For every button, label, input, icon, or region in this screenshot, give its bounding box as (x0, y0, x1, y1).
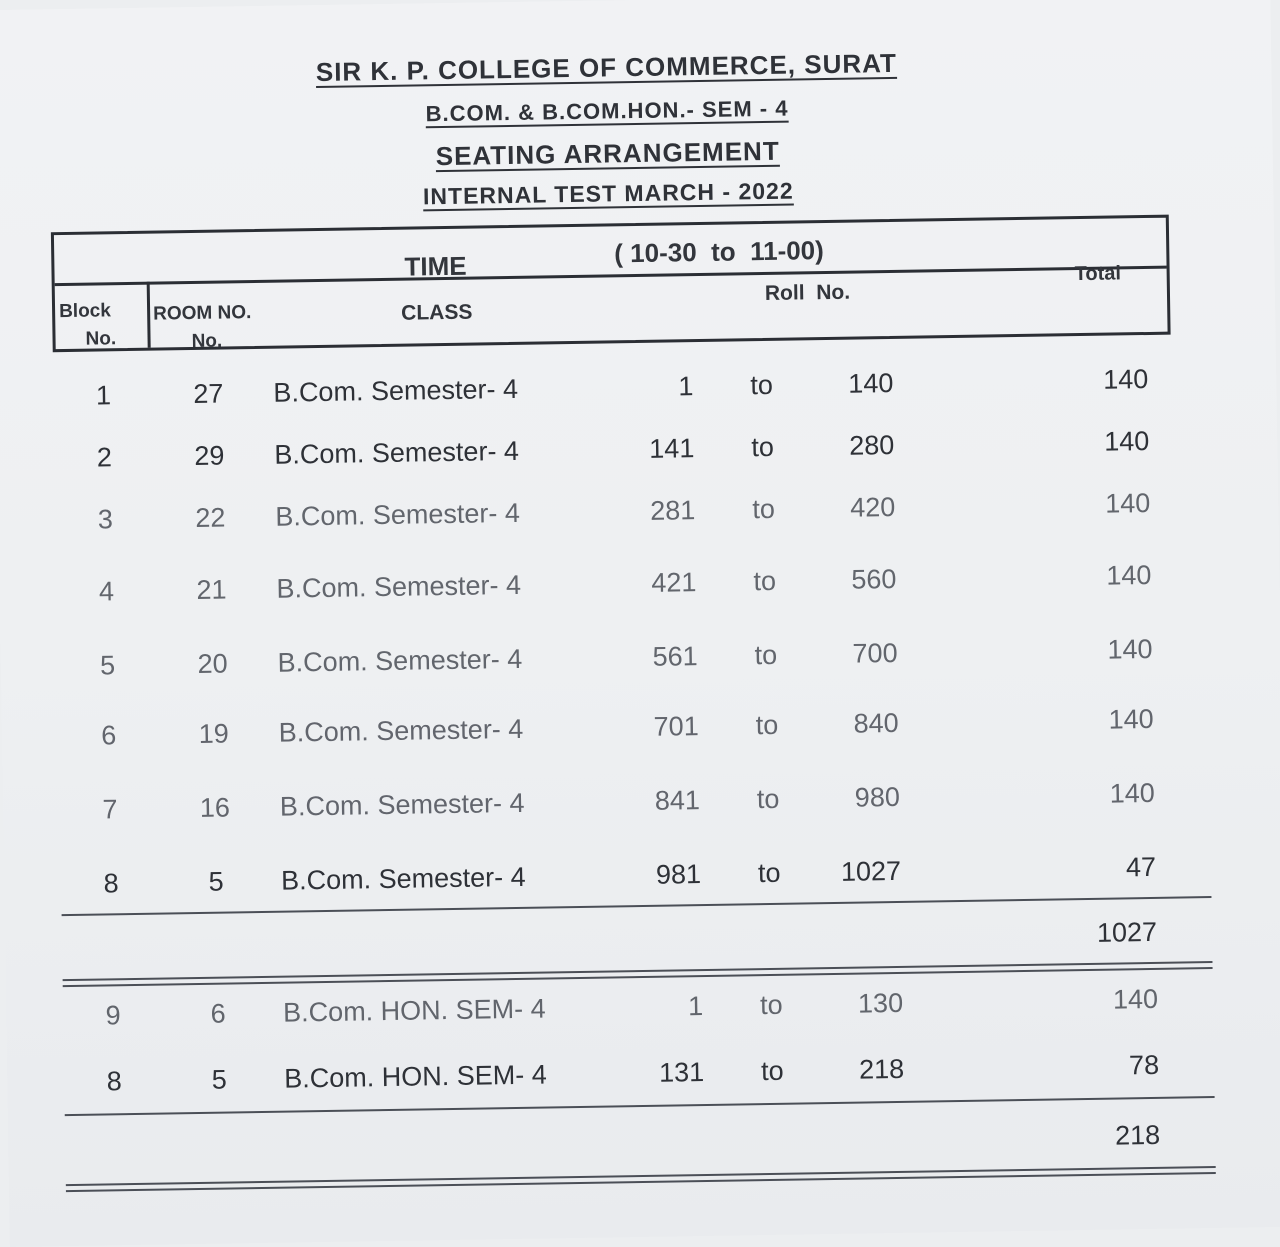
total-cell: 140 (1104, 487, 1151, 519)
roll-upto-cell: 130 (857, 987, 904, 1019)
room-cell: 22 (195, 502, 226, 533)
time-label: TIME (404, 250, 467, 282)
class-cell: B.Com. Semester- 4 (278, 713, 524, 748)
class-cell: B.Com. Semester- 4 (277, 643, 523, 678)
header-divider (55, 266, 1167, 286)
room-cell: 19 (198, 718, 230, 749)
table-row (57, 633, 1207, 691)
table-row (55, 487, 1205, 545)
total-header: Total (1074, 262, 1122, 286)
class-cell: B.Com. Semester- 4 (276, 569, 522, 604)
roll-upto-cell: 140 (848, 367, 894, 399)
block-header: Block (58, 300, 112, 323)
block-header-sub: No. (85, 328, 117, 350)
class-cell: B.Com. HON. SEM- 4 (282, 993, 546, 1028)
block-cell: 3 (97, 504, 114, 535)
block-cell: 8 (106, 1066, 122, 1097)
total-cell: 140 (1112, 983, 1159, 1015)
course-title: B.COM. & B.COM.HON.- SEM - 4 (425, 95, 789, 127)
table-row (56, 559, 1206, 617)
block-cell: 8 (103, 868, 119, 899)
room-header-sub: No. (191, 330, 223, 353)
roll-from-cell: 131 (658, 1057, 705, 1088)
room-header: ROOM NO. (153, 302, 252, 325)
hon-double-rule (66, 1166, 1216, 1192)
roll-upto-cell: 1027 (840, 855, 902, 887)
roll-from-cell: 421 (651, 567, 697, 598)
college-name: SIR K. P. COLLEGE OF COMMERCE, SURAT (315, 47, 898, 88)
class-cell: B.Com. Semester- 4 (280, 861, 526, 896)
class-header: CLASS (401, 300, 473, 325)
total-cell: 140 (1108, 703, 1154, 735)
block-cell: 2 (96, 442, 113, 473)
block-cell: 1 (95, 380, 112, 411)
class-cell: B.Com. Semester- 4 (275, 497, 521, 532)
roll-to-word: to (757, 857, 781, 889)
roll-from-cell: 141 (649, 433, 695, 464)
roll-to-word: to (759, 989, 783, 1021)
total-cell: 140 (1106, 559, 1152, 591)
table-row (59, 703, 1209, 761)
roll-to-word: to (753, 565, 777, 597)
roll-from-cell: 841 (654, 785, 701, 816)
roll-upto-cell: 420 (849, 491, 896, 523)
room-cell: 16 (199, 792, 231, 823)
table-row (63, 983, 1213, 1041)
roll-to-word: to (751, 431, 775, 463)
roll-from-cell: 981 (655, 859, 702, 890)
roll-to-word: to (752, 493, 776, 525)
block-column-divider (147, 282, 151, 348)
roll-to-word: to (756, 783, 780, 815)
roll-from-cell: 281 (650, 495, 696, 526)
room-cell: 29 (194, 440, 225, 471)
test-title: INTERNAL TEST MARCH - 2022 (422, 177, 794, 210)
roll-upto-cell: 280 (849, 429, 895, 461)
table-row (54, 425, 1204, 483)
total-cell: 140 (1109, 777, 1156, 809)
room-cell: 6 (210, 998, 226, 1029)
room-cell: 27 (193, 378, 224, 409)
room-cell: 5 (208, 866, 224, 897)
roll-from-cell: 1 (678, 371, 694, 402)
block-cell: 6 (101, 720, 117, 751)
roll-upto-cell: 218 (858, 1053, 905, 1085)
block-cell: 5 (99, 650, 116, 681)
class-cell: B.Com. Semester- 4 (273, 373, 519, 408)
total-cell: 140 (1107, 633, 1153, 665)
total-cell: 140 (1103, 363, 1149, 395)
roll-to-word: to (754, 639, 778, 671)
roll-header: Roll No. (764, 280, 851, 305)
roll-from-cell: 1 (687, 991, 704, 1022)
table-row (53, 363, 1203, 421)
table-row (60, 777, 1210, 835)
roll-upto-cell: 840 (853, 707, 899, 739)
table-header (51, 215, 1171, 353)
room-cell: 5 (211, 1064, 227, 1095)
roll-to-word: to (755, 709, 779, 741)
class-cell: B.Com. Semester- 4 (279, 787, 525, 822)
roll-from-cell: 561 (652, 641, 698, 672)
total-cell: 140 (1103, 425, 1150, 457)
hon-total: 218 (1114, 1119, 1161, 1151)
block-cell: 9 (105, 1000, 121, 1031)
roll-to-word: to (750, 369, 774, 401)
roll-upto-cell: 980 (854, 781, 901, 813)
bcom-double-rule (63, 961, 1213, 987)
total-cell: 78 (1128, 1049, 1160, 1081)
roll-upto-cell: 560 (851, 563, 897, 595)
room-cell: 21 (196, 574, 227, 605)
total-cell: 47 (1125, 851, 1157, 883)
bcom-total: 1027 (1096, 916, 1158, 948)
roll-to-word: to (760, 1055, 784, 1087)
block-cell: 7 (102, 794, 118, 825)
time-value: ( 10-30 to 11-00) (614, 235, 825, 269)
class-cell: B.Com. HON. SEM- 4 (283, 1059, 547, 1094)
class-cell: B.Com. Semester- 4 (274, 435, 520, 470)
document-title: SEATING ARRANGEMENT (435, 135, 780, 172)
roll-from-cell: 701 (653, 711, 699, 742)
block-cell: 4 (98, 576, 115, 607)
room-cell: 20 (197, 648, 228, 679)
roll-upto-cell: 700 (852, 637, 898, 669)
